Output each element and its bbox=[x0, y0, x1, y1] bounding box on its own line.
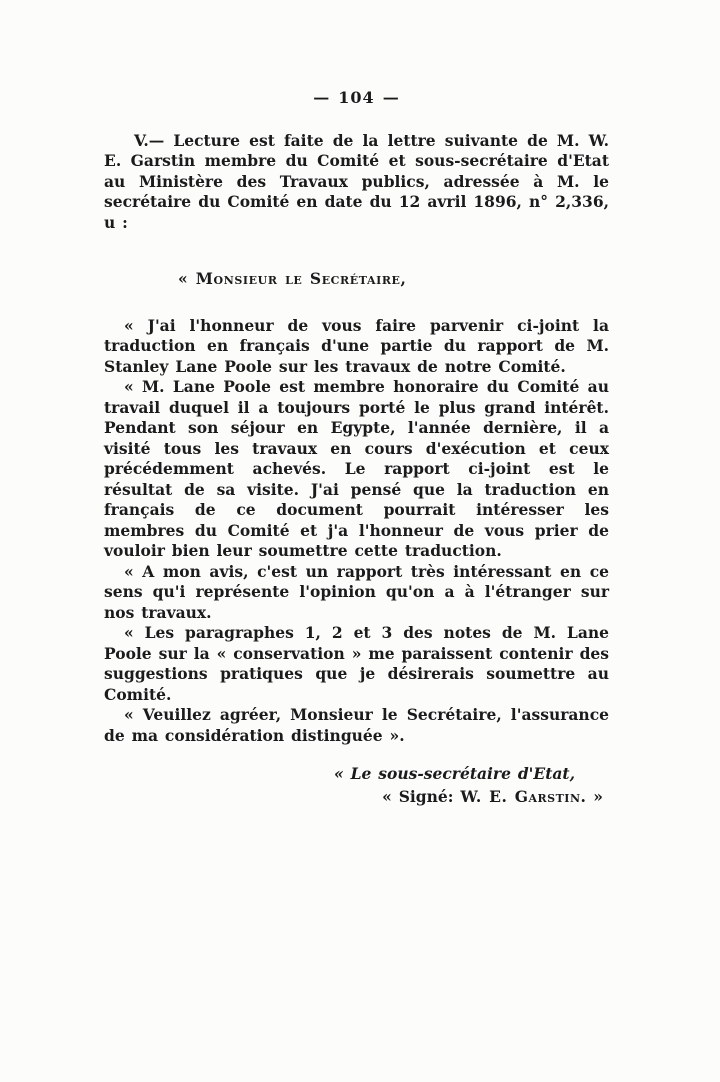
signature-signed-prefix: « Signé: bbox=[382, 786, 461, 806]
letter-paragraph: « M. Lane Poole est membre honoraire du Comité au travail duquel il a toujours porté le plus grand intérêt. Pendant son séjour en Egypte, l'année dernière, il a visité tous les travaux en cours d'exécution et ceux précédemment achevés. Le rapport ci-joint est le résultat de sa visite. J'ai pensé que la traduction en français de ce document pourrait intéresser les membres du Comité et j'a l'honneur de vous prier de vouloir bien leur soumettre cette traduction. bbox=[104, 377, 609, 560]
intro-paragraph: V.— Lecture est faite de la lettre suivante de M. W. E. Garstin membre du Comité et sous-secrétaire d'Etat au Ministère des Travaux publics, adressée à M. le secrétaire du Comité en date du 12 avril 1896, n° 2,336, u : bbox=[104, 130, 609, 232]
letter-body bbox=[104, 316, 609, 747]
signature-signed-line bbox=[104, 787, 609, 808]
signature-role-line: « Le sous-secrétaire d'Etat, bbox=[334, 764, 575, 783]
letter-paragraph: « A mon avis, c'est un rapport très intéressant en ce sens qu'i représente l'opinion qu'on a à l'étranger sur nos travaux. bbox=[104, 561, 609, 622]
signature-block bbox=[104, 764, 609, 807]
signature-signed-close: » bbox=[586, 786, 603, 806]
letter-paragraph: « J'ai l'honneur de vous faire parvenir ci-joint la traduction en français d'une partie du rapport de M. Stanley Lane Poole sur les travaux de notre Comité. bbox=[104, 315, 609, 376]
signature-signed-name: W. E. Garstin. bbox=[460, 786, 587, 806]
page-number: — 104 — bbox=[313, 88, 400, 107]
letter-paragraph: « Les paragraphes 1, 2 et 3 des notes de M. Lane Poole sur la « conservation » me paraissent contenir des suggestions pratiques que je désirerais soumettre au Comité. bbox=[104, 623, 609, 704]
letter-paragraph: « Veuillez agréer, Monsieur le Secrétaire, l'assurance de ma considération distinguée ». bbox=[104, 705, 609, 745]
salutation-line: « Monsieur le Secrétaire, bbox=[178, 269, 407, 288]
